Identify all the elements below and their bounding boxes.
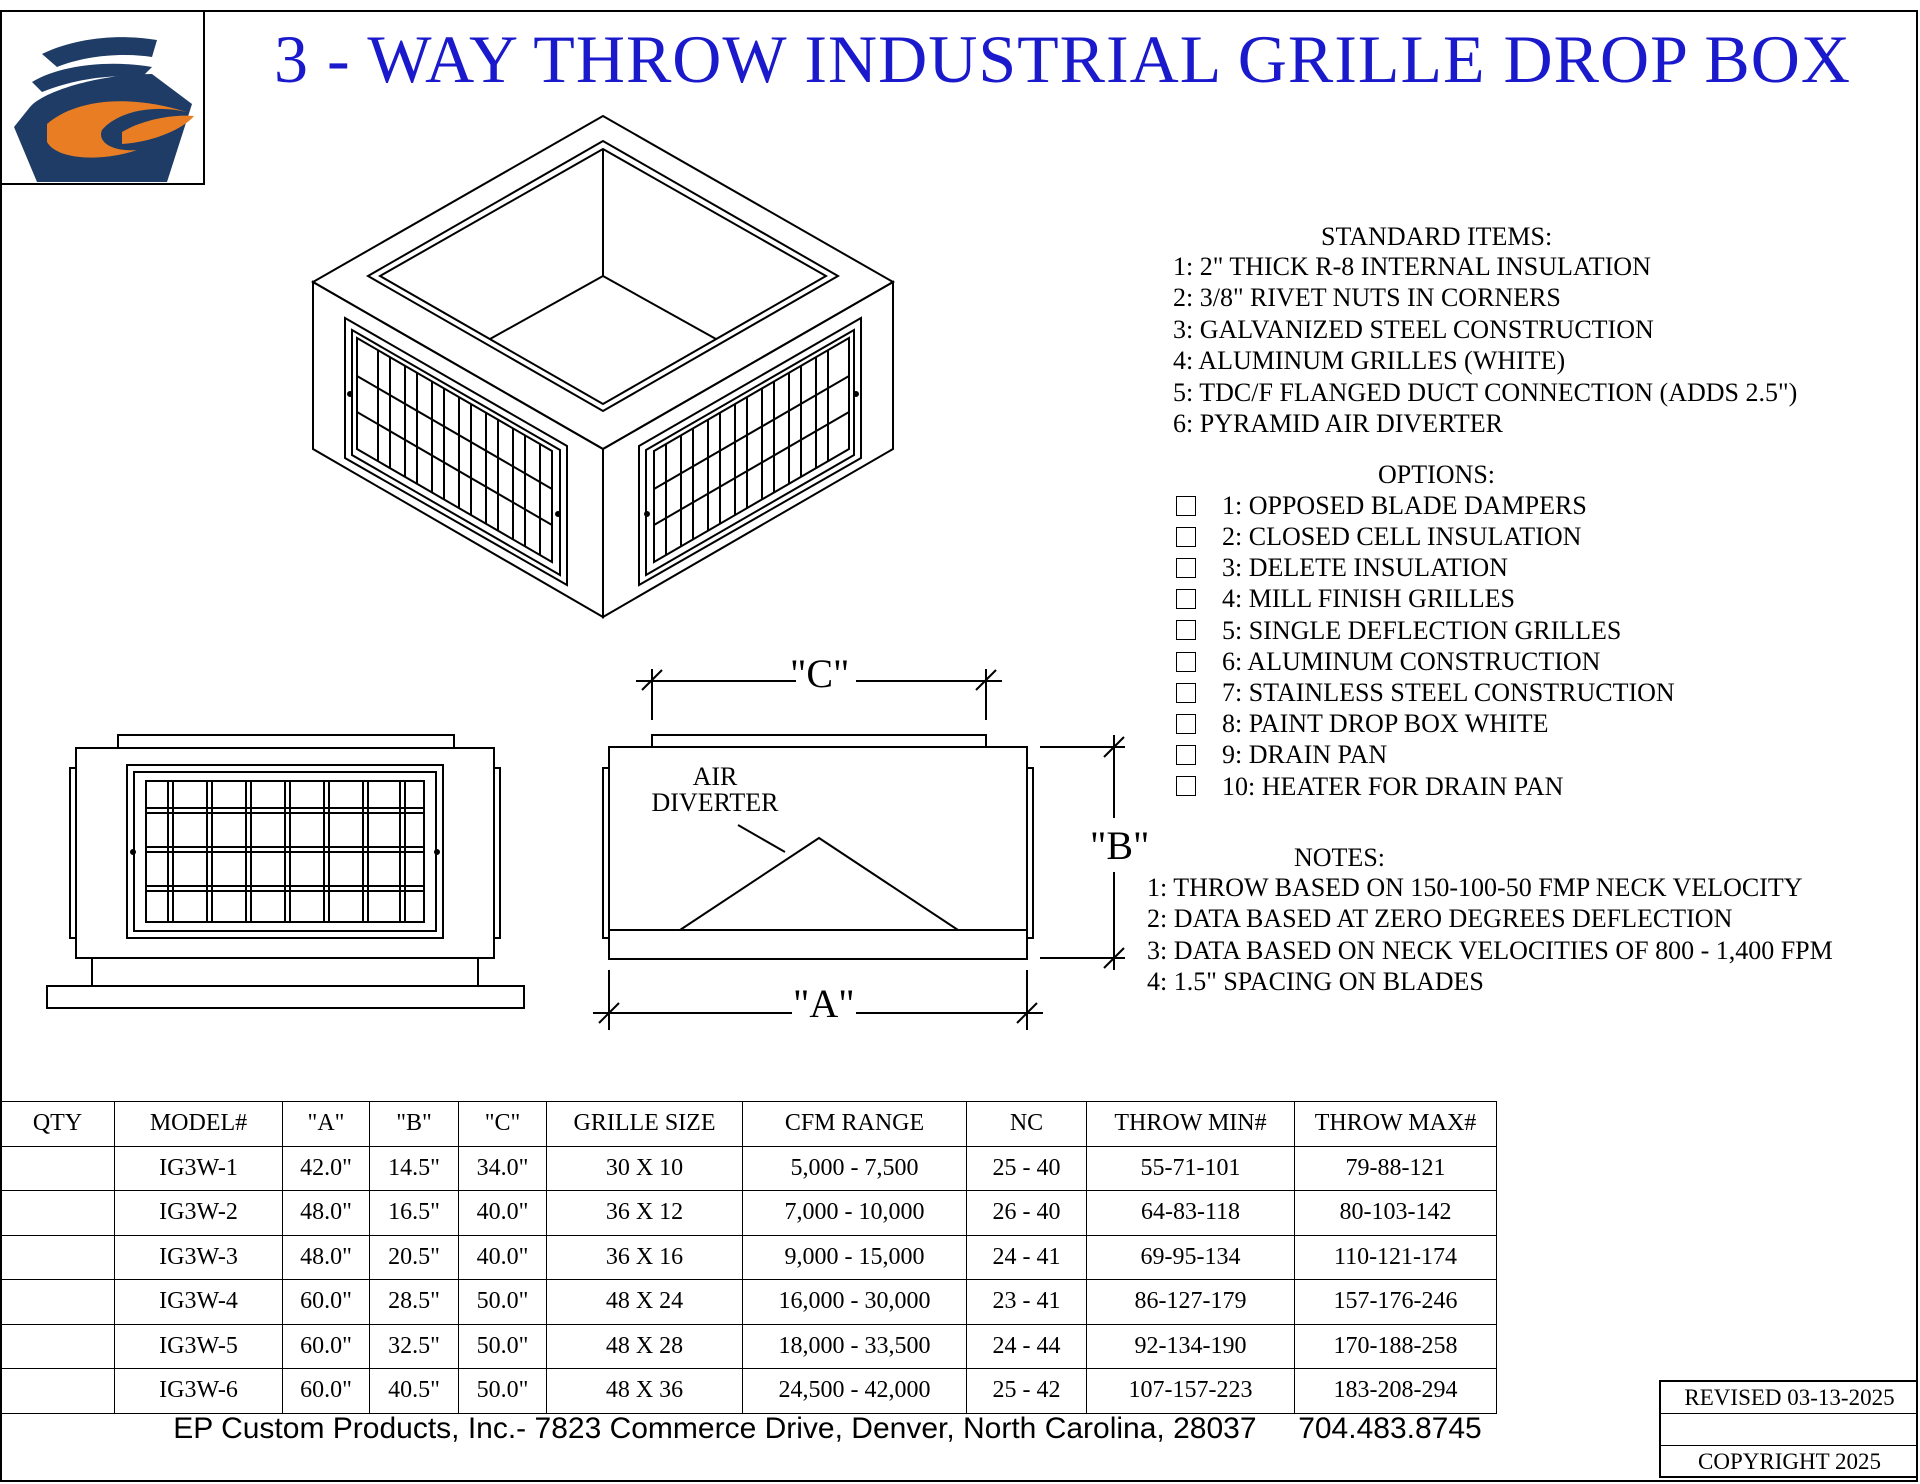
option-checkbox[interactable] xyxy=(1176,620,1196,640)
table-cell: 69-95-134 xyxy=(1087,1235,1295,1280)
table-header-cell: THROW MAX# xyxy=(1295,1102,1497,1147)
table-cell: IG3W-4 xyxy=(115,1280,283,1325)
note-item: 3: DATA BASED ON NECK VELOCITIES OF 800 - 1,400 FPM xyxy=(1147,935,1833,965)
table-header-cell: CFM RANGE xyxy=(743,1102,967,1147)
option-checkbox[interactable] xyxy=(1176,527,1196,547)
table-cell: 92-134-190 xyxy=(1087,1324,1295,1369)
table-header-cell: "A" xyxy=(283,1102,370,1147)
air-diverter-label-line1: AIR xyxy=(692,762,738,791)
copyright: COPYRIGHT 2025 xyxy=(1698,1449,1881,1474)
dimension-b-label: "B" xyxy=(1090,823,1150,868)
qty-cell[interactable] xyxy=(1,1235,115,1280)
table-header-cell: NC xyxy=(967,1102,1087,1147)
table-cell: 26 - 40 xyxy=(967,1191,1087,1236)
table-row xyxy=(1,1191,1497,1236)
qty-cell[interactable] xyxy=(1,1324,115,1369)
option-row[interactable] xyxy=(1176,552,1675,583)
isometric-drop-box xyxy=(313,116,893,617)
table-cell: 36 X 16 xyxy=(547,1235,743,1280)
table-cell: IG3W-6 xyxy=(115,1369,283,1414)
revision-blank xyxy=(1661,1414,1918,1446)
option-checkbox[interactable] xyxy=(1176,496,1196,516)
table-header-cell: "B" xyxy=(370,1102,459,1147)
table-cell: 60.0" xyxy=(283,1369,370,1414)
table-cell: 30 X 10 xyxy=(547,1146,743,1191)
table-cell: 20.5" xyxy=(370,1235,459,1280)
qty-cell[interactable] xyxy=(1,1280,115,1325)
standard-item: 4: ALUMINUM GRILLES (WHITE) xyxy=(1173,346,1566,376)
air-diverter-label xyxy=(640,764,790,816)
table-cell: 24 - 44 xyxy=(967,1324,1087,1369)
table-cell: 16,000 - 30,000 xyxy=(743,1280,967,1325)
table-cell: 50.0" xyxy=(459,1369,547,1414)
note-item: 1: THROW BASED ON 150-100-50 FMP NECK VELOCITY xyxy=(1147,873,1803,902)
standard-items-heading: STANDARD ITEMS: xyxy=(1321,222,1553,251)
table-cell: 48 X 24 xyxy=(547,1280,743,1325)
table-cell: IG3W-2 xyxy=(115,1191,283,1236)
option-row[interactable] xyxy=(1176,708,1675,739)
standard-item: 1: 2" THICK R-8 INTERNAL INSULATION xyxy=(1173,252,1651,281)
table-cell: 14.5" xyxy=(370,1146,459,1191)
table-header-cell: THROW MIN# xyxy=(1087,1102,1295,1147)
option-checkbox[interactable] xyxy=(1176,745,1196,765)
table-cell: 110-121-174 xyxy=(1295,1235,1497,1280)
notes-list xyxy=(1147,872,1833,998)
option-checkbox[interactable] xyxy=(1176,714,1196,734)
table-cell: 48 X 36 xyxy=(547,1369,743,1414)
company-footer: EP Custom Products, Inc.- 7823 Commerce Drive, Denver, North Carolina, 28037 704.483.8745 xyxy=(173,1412,1482,1445)
standard-item: 3: GALVANIZED STEEL CONSTRUCTION xyxy=(1173,314,1654,344)
revised-date: REVISED 03-13-2025 xyxy=(1661,1382,1918,1414)
table-cell: 50.0" xyxy=(459,1324,547,1369)
table-cell: 64-83-118 xyxy=(1087,1191,1295,1236)
table-row xyxy=(1,1324,1497,1369)
table-row xyxy=(1,1280,1497,1325)
options-list xyxy=(1176,490,1675,802)
option-checkbox[interactable] xyxy=(1176,652,1196,672)
table-cell: 34.0" xyxy=(459,1146,547,1191)
table-header-cell: GRILLE SIZE xyxy=(547,1102,743,1147)
option-row[interactable] xyxy=(1176,771,1675,802)
option-row[interactable] xyxy=(1176,615,1675,646)
table-cell: 86-127-179 xyxy=(1087,1280,1295,1325)
table-cell: 55-71-101 xyxy=(1087,1146,1295,1191)
standard-item: 5: TDC/F FLANGED DUCT CONNECTION (ADDS 2.5") xyxy=(1173,377,1798,407)
table-cell: 24 - 41 xyxy=(967,1235,1087,1280)
model-spec-table xyxy=(0,1101,1497,1414)
revision-block xyxy=(1659,1380,1918,1478)
standard-items-list xyxy=(1173,251,1797,439)
option-label: 8: PAINT DROP BOX WHITE xyxy=(1222,709,1549,739)
table-cell: 23 - 41 xyxy=(967,1280,1087,1325)
table-cell: 7,000 - 10,000 xyxy=(743,1191,967,1236)
table-cell: 24,500 - 42,000 xyxy=(743,1369,967,1414)
page-title: 3 - WAY THROW INDUSTRIAL GRILLE DROP BOX xyxy=(274,21,1851,97)
table-cell: IG3W-1 xyxy=(115,1146,283,1191)
table-cell: 48 X 28 xyxy=(547,1324,743,1369)
option-label: 9: DRAIN PAN xyxy=(1222,740,1388,770)
dimension-a-label: "A" xyxy=(793,981,855,1026)
table-cell: 48.0" xyxy=(283,1191,370,1236)
table-cell: 16.5" xyxy=(370,1191,459,1236)
option-row[interactable] xyxy=(1176,740,1675,771)
option-row[interactable] xyxy=(1176,521,1675,552)
option-row[interactable] xyxy=(1176,677,1675,708)
option-checkbox[interactable] xyxy=(1176,683,1196,703)
standard-item: 2: 3/8" RIVET NUTS IN CORNERS xyxy=(1173,283,1561,313)
table-cell: 50.0" xyxy=(459,1280,547,1325)
qty-cell[interactable] xyxy=(1,1146,115,1191)
table-row xyxy=(1,1235,1497,1280)
table-header-cell: MODEL# xyxy=(115,1102,283,1147)
table-cell: 107-157-223 xyxy=(1087,1369,1295,1414)
table-cell: 80-103-142 xyxy=(1295,1191,1497,1236)
option-label: 7: STAINLESS STEEL CONSTRUCTION xyxy=(1222,678,1675,708)
option-label: 10: HEATER FOR DRAIN PAN xyxy=(1222,771,1564,801)
table-cell: 40.0" xyxy=(459,1191,547,1236)
notes-heading: NOTES: xyxy=(1294,843,1385,872)
table-cell: 25 - 42 xyxy=(967,1369,1087,1414)
table-cell: 32.5" xyxy=(370,1324,459,1369)
table-cell: 183-208-294 xyxy=(1295,1369,1497,1414)
table-cell: 36 X 12 xyxy=(547,1191,743,1236)
table-cell: 18,000 - 33,500 xyxy=(743,1324,967,1369)
qty-cell[interactable] xyxy=(1,1191,115,1236)
table-row xyxy=(1,1146,1497,1191)
table-cell: IG3W-5 xyxy=(115,1324,283,1369)
note-item: 2: DATA BASED AT ZERO DEGREES DEFLECTION xyxy=(1147,904,1733,934)
option-label: 6: ALUMINUM CONSTRUCTION xyxy=(1222,646,1601,676)
table-header-row xyxy=(1,1102,1497,1147)
table-cell: 40.0" xyxy=(459,1235,547,1280)
table-row xyxy=(1,1369,1497,1414)
note-item: 4: 1.5" SPACING ON BLADES xyxy=(1147,967,1484,997)
option-row[interactable] xyxy=(1176,490,1675,521)
option-row[interactable] xyxy=(1176,584,1675,615)
front-grille-bars xyxy=(146,781,424,922)
option-label: 4: MILL FINISH GRILLES xyxy=(1222,584,1515,614)
front-view xyxy=(47,735,524,1008)
dimension-c-label: "C" xyxy=(790,651,850,696)
table-cell: 25 - 40 xyxy=(967,1146,1087,1191)
option-label: 5: SINGLE DEFLECTION GRILLES xyxy=(1222,615,1622,645)
table-cell: 60.0" xyxy=(283,1280,370,1325)
table-cell: 42.0" xyxy=(283,1146,370,1191)
table-cell: 170-188-258 xyxy=(1295,1324,1497,1369)
table-cell: 60.0" xyxy=(283,1324,370,1369)
table-cell: IG3W-3 xyxy=(115,1235,283,1280)
table-header-cell: "C" xyxy=(459,1102,547,1147)
standard-item: 6: PYRAMID AIR DIVERTER xyxy=(1173,409,1503,439)
option-label: 3: DELETE INSULATION xyxy=(1222,553,1508,583)
table-cell: 9,000 - 15,000 xyxy=(743,1235,967,1280)
qty-cell[interactable] xyxy=(1,1369,115,1414)
side-view xyxy=(593,669,1125,1030)
options-heading: OPTIONS: xyxy=(1378,460,1496,489)
air-diverter-label-line2: DIVERTER xyxy=(651,788,779,817)
table-cell: 40.5" xyxy=(370,1369,459,1414)
table-cell: 157-176-246 xyxy=(1295,1280,1497,1325)
option-label: 1: OPPOSED BLADE DAMPERS xyxy=(1222,490,1587,520)
option-checkbox[interactable] xyxy=(1176,589,1196,609)
option-row[interactable] xyxy=(1176,646,1675,677)
table-cell: 28.5" xyxy=(370,1280,459,1325)
option-checkbox[interactable] xyxy=(1176,776,1196,796)
table-cell: 48.0" xyxy=(283,1235,370,1280)
table-cell: 5,000 - 7,500 xyxy=(743,1146,967,1191)
option-checkbox[interactable] xyxy=(1176,558,1196,578)
table-cell: 79-88-121 xyxy=(1295,1146,1497,1191)
table-body xyxy=(1,1146,1497,1413)
option-label: 2: CLOSED CELL INSULATION xyxy=(1222,522,1582,552)
table-header-cell: QTY xyxy=(1,1102,115,1147)
